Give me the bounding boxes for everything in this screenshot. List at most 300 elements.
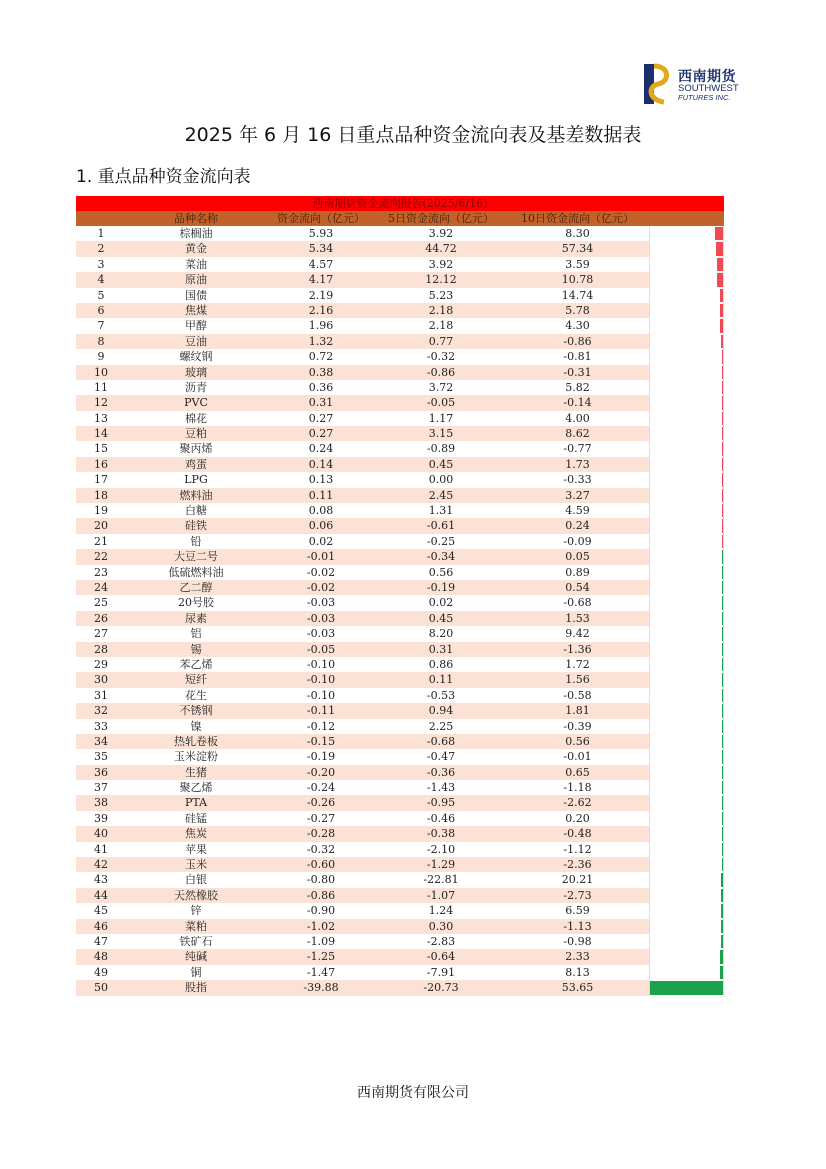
row-index: 14 (94, 427, 108, 441)
row-index: 8 (97, 334, 105, 348)
row-flow-bar-cell (649, 241, 724, 256)
row-flow-5d: -0.89 (426, 442, 456, 456)
row-name: 大豆二号 (174, 550, 218, 564)
row-flow-bar-cell (649, 795, 724, 810)
row-flow-bar-cell (649, 719, 724, 734)
row-index: 19 (94, 504, 108, 518)
page-title: 2025 年 6 月 16 日重点品种资金流向表及基差数据表 (184, 124, 642, 146)
row-flow-bar-cell (649, 565, 724, 580)
flow-bar (717, 258, 723, 271)
flow-bar (720, 304, 723, 317)
row-name: 花生 (185, 688, 207, 702)
row-flow-5d: 0.86 (428, 657, 454, 671)
row-flow-bar-cell (649, 549, 724, 564)
row-name: 国债 (185, 288, 207, 302)
row-index: 41 (94, 842, 108, 856)
table-row (76, 441, 724, 456)
row-flow-bar-cell (649, 472, 724, 487)
flow-bar (717, 273, 723, 286)
row-flow: -0.01 (306, 550, 336, 564)
footer-company: 西南期货有限公司 (357, 1085, 469, 1101)
row-flow-5d: 0.45 (428, 611, 454, 625)
table-row (76, 580, 724, 595)
row-flow-10d: -0.98 (563, 934, 592, 948)
row-flow-5d: -0.95 (426, 796, 456, 810)
row-flow: 1.96 (308, 319, 334, 333)
row-index: 30 (94, 673, 108, 687)
row-flow-5d: -1.43 (426, 781, 456, 795)
row-index: 9 (97, 350, 105, 364)
row-name: 尿素 (185, 611, 207, 625)
row-name: 甲醇 (185, 319, 207, 333)
row-flow-bar-cell (649, 672, 724, 687)
row-flow-10d: 0.54 (565, 580, 590, 594)
flow-bar (722, 843, 724, 856)
row-flow: -0.02 (306, 580, 336, 594)
flow-bar (722, 504, 724, 517)
table-row (76, 318, 724, 333)
row-flow-10d: 5.82 (565, 380, 590, 394)
row-flow-bar-cell (649, 503, 724, 518)
row-index: 32 (94, 704, 108, 718)
row-index: 29 (94, 657, 108, 671)
row-index: 42 (94, 858, 108, 872)
header-bar (649, 211, 724, 226)
row-name: 黄金 (185, 242, 207, 256)
row-index: 6 (97, 303, 105, 317)
row-flow-5d: 8.20 (428, 627, 454, 641)
flow-bar (720, 966, 723, 979)
row-flow-bar-cell (649, 657, 724, 672)
table-row (76, 549, 724, 564)
row-flow-5d: 44.72 (425, 242, 457, 256)
flow-bar (722, 550, 724, 563)
row-index: 26 (94, 611, 108, 625)
row-flow: 0.38 (308, 365, 334, 379)
row-flow: -0.86 (306, 888, 336, 902)
row-flow: 5.93 (308, 227, 334, 240)
row-flow-5d: -0.53 (426, 688, 456, 702)
flow-bar (722, 750, 724, 763)
row-name: 低硫燃料油 (168, 565, 224, 579)
row-name: 白银 (185, 873, 207, 887)
header-flow-10d: 10日资金流向（亿元） (521, 212, 634, 225)
header-index (76, 211, 126, 226)
flow-bar (721, 889, 723, 902)
row-flow-10d: -0.81 (563, 350, 592, 364)
row-flow-5d: 0.77 (428, 334, 454, 348)
row-flow: 2.16 (308, 303, 334, 317)
row-index: 25 (94, 596, 108, 610)
table-caption: 西南期货资金流向报告(2025/6/16) (76, 196, 724, 211)
table-row (76, 226, 724, 241)
table-row (76, 472, 724, 487)
row-flow-5d: 2.45 (428, 488, 454, 502)
row-flow-10d: -1.36 (563, 642, 592, 656)
table-row (76, 303, 724, 318)
row-name: 镍 (190, 719, 202, 733)
row-name: 硅锰 (185, 811, 207, 825)
row-flow: -0.10 (306, 688, 336, 702)
row-flow: -0.10 (306, 673, 336, 687)
row-flow-5d: -2.10 (426, 842, 456, 856)
table-row (76, 518, 724, 533)
flow-bar (722, 381, 724, 394)
row-name: 纯碱 (185, 950, 207, 964)
row-index: 7 (97, 319, 105, 333)
flow-bar (722, 627, 724, 640)
row-index: 2 (97, 242, 105, 256)
row-name: 燃料油 (179, 488, 213, 502)
row-flow-5d: -22.81 (423, 873, 459, 887)
row-index: 11 (94, 380, 108, 394)
flow-bar (722, 796, 724, 809)
row-flow-bar-cell (649, 272, 724, 287)
row-flow: -0.11 (306, 704, 336, 718)
row-name: 热轧卷板 (174, 734, 218, 748)
row-name: 沥青 (185, 380, 207, 394)
flow-bar (721, 935, 723, 948)
row-flow-10d: 2.33 (565, 950, 590, 964)
row-flow-10d: 0.05 (565, 550, 590, 564)
row-flow-bar-cell (649, 518, 724, 533)
row-flow: 0.02 (308, 534, 334, 548)
row-name: 苹果 (185, 842, 207, 856)
row-flow-bar-cell (649, 903, 724, 918)
row-flow-5d: 0.30 (428, 919, 454, 933)
row-flow-5d: 3.72 (428, 380, 454, 394)
row-index: 5 (97, 288, 105, 302)
flow-bar (722, 812, 724, 825)
row-name: 棕榈油 (179, 227, 213, 240)
row-index: 46 (94, 919, 108, 933)
row-name: 聚乙烯 (179, 781, 213, 795)
table-row (76, 903, 724, 918)
row-flow-10d: -2.73 (563, 888, 592, 902)
flow-bar (722, 473, 724, 486)
row-index: 22 (94, 550, 108, 564)
row-name: 玉米淀粉 (174, 750, 218, 764)
row-index: 31 (94, 688, 108, 702)
row-name: 焦煤 (185, 303, 207, 317)
row-flow-bar-cell (649, 365, 724, 380)
row-flow: -0.03 (306, 611, 336, 625)
flow-bar (722, 519, 724, 532)
row-flow-5d: -0.61 (426, 519, 456, 533)
row-flow-10d: 8.30 (565, 227, 590, 240)
row-index: 15 (94, 442, 108, 456)
row-name: 棉花 (185, 411, 207, 425)
row-flow-5d: 3.92 (428, 257, 454, 271)
row-flow-5d: 0.11 (428, 673, 454, 687)
row-index: 1 (97, 227, 105, 240)
row-flow-5d: 2.25 (428, 719, 454, 733)
flow-bar (721, 873, 723, 886)
row-flow-10d: 4.30 (565, 319, 590, 333)
table-row (76, 626, 724, 641)
table-row (76, 688, 724, 703)
row-flow-5d: -0.36 (426, 765, 456, 779)
row-flow-10d: 3.27 (565, 488, 590, 502)
table-row (76, 411, 724, 426)
table-row (76, 965, 724, 980)
row-flow: -0.32 (306, 842, 336, 856)
row-flow-5d: 1.24 (428, 904, 454, 918)
row-name: 铜 (190, 965, 202, 979)
row-flow: 0.36 (308, 380, 334, 394)
table-row (76, 857, 724, 872)
row-name: 乙二醇 (179, 580, 213, 594)
row-flow-bar-cell (649, 257, 724, 272)
row-name: 聚丙烯 (179, 442, 213, 456)
row-flow-10d: 0.89 (565, 565, 590, 579)
row-flow: -0.28 (306, 827, 336, 841)
row-flow: -0.90 (306, 904, 336, 918)
row-index: 17 (94, 473, 108, 487)
row-flow: 0.14 (308, 457, 334, 471)
row-flow: 0.27 (308, 427, 334, 441)
row-flow-5d: -20.73 (423, 981, 459, 995)
row-flow-5d: 0.94 (428, 704, 454, 718)
flow-bar (722, 596, 724, 609)
row-flow: 0.13 (308, 473, 334, 487)
row-flow: 0.31 (308, 396, 334, 410)
row-name: 锌 (190, 904, 202, 918)
row-flow-10d: -1.18 (563, 781, 592, 795)
row-flow-10d: 9.42 (565, 627, 590, 641)
row-flow: -1.25 (306, 950, 336, 964)
row-flow-bar-cell (649, 318, 724, 333)
logo-mark-icon (640, 62, 674, 106)
row-name: 菜粕 (185, 919, 207, 933)
row-flow-bar-cell (649, 380, 724, 395)
flow-bar (722, 581, 724, 594)
row-name: 焦炭 (185, 827, 207, 841)
table-row (76, 919, 724, 934)
flow-bar (722, 489, 724, 502)
row-index: 45 (94, 904, 108, 918)
logo-en-name: SOUTHWEST (678, 83, 739, 94)
row-flow: -0.12 (306, 719, 336, 733)
table-row (76, 595, 724, 610)
row-flow: -0.27 (306, 811, 336, 825)
row-index: 49 (94, 965, 108, 979)
row-flow-bar-cell (649, 811, 724, 826)
table-row (76, 888, 724, 903)
flow-bar (720, 289, 723, 302)
row-flow-10d: 1.73 (565, 457, 590, 471)
row-flow-10d: 57.34 (561, 242, 594, 256)
row-flow-10d: 3.59 (565, 257, 590, 271)
row-flow-bar-cell (649, 395, 724, 410)
row-name: 锡 (190, 642, 202, 656)
row-flow-10d: -0.39 (563, 719, 592, 733)
flow-bar (715, 227, 723, 240)
row-flow-10d: 1.72 (565, 657, 590, 671)
table-row (76, 241, 724, 256)
table-row (76, 980, 724, 995)
row-flow-bar-cell (649, 872, 724, 887)
table-row (76, 765, 724, 780)
row-name: 生猪 (185, 765, 207, 779)
row-flow-5d: 3.15 (428, 427, 454, 441)
table-row (76, 272, 724, 287)
row-name: 玉米 (185, 858, 207, 872)
flow-bar (720, 319, 723, 332)
row-flow-bar-cell (649, 965, 724, 980)
row-name: 玻璃 (185, 365, 207, 379)
row-flow: -1.09 (306, 934, 336, 948)
row-flow-10d: 53.65 (561, 981, 594, 995)
row-flow-bar-cell (649, 411, 724, 426)
row-flow-10d: 0.20 (565, 811, 590, 825)
table-row (76, 826, 724, 841)
row-flow: -0.24 (306, 781, 336, 795)
table-row (76, 734, 724, 749)
row-name: 螺纹钢 (179, 350, 213, 364)
row-flow-bar-cell (649, 842, 724, 857)
row-flow-bar-cell (649, 826, 724, 841)
row-flow-10d: -0.68 (563, 596, 592, 610)
table-row (76, 380, 724, 395)
row-flow-5d: 0.02 (428, 596, 454, 610)
row-flow-5d: -0.64 (426, 950, 456, 964)
row-name: 原油 (185, 273, 207, 287)
flow-bar (722, 766, 724, 779)
fund-flow-table (76, 196, 724, 996)
row-flow-5d: -0.05 (426, 396, 456, 410)
row-index: 16 (94, 457, 108, 471)
row-name: 铁矿石 (179, 934, 213, 948)
table-row (76, 611, 724, 626)
row-flow-5d: 0.00 (428, 473, 454, 487)
row-name: 白糖 (185, 504, 207, 518)
row-name: 硅铁 (185, 519, 207, 533)
row-flow: 2.19 (308, 288, 334, 302)
row-flow-5d: 0.56 (428, 565, 454, 579)
row-flow-10d: -0.86 (563, 334, 592, 348)
row-index: 40 (94, 827, 108, 841)
flow-bar (722, 858, 724, 871)
row-index: 13 (94, 411, 108, 425)
row-flow-10d: 8.13 (565, 965, 590, 979)
table-row (76, 642, 724, 657)
row-name: 豆粕 (185, 427, 207, 441)
row-flow-bar-cell (649, 703, 724, 718)
row-flow: -1.02 (306, 919, 336, 933)
row-flow-bar-cell (649, 595, 724, 610)
row-index: 48 (94, 950, 108, 964)
row-flow-10d: 0.56 (565, 734, 590, 748)
row-name: 不锈钢 (179, 704, 213, 718)
row-flow-5d: -0.47 (426, 750, 456, 764)
flow-bar (722, 366, 724, 379)
row-index: 35 (94, 750, 108, 764)
row-index: 27 (94, 627, 108, 641)
row-name: 短纤 (185, 673, 207, 687)
flow-bar (722, 827, 724, 840)
table-row (76, 503, 724, 518)
flow-bar (722, 735, 724, 748)
row-index: 3 (97, 257, 105, 271)
flow-bar (722, 704, 724, 717)
flow-bar (722, 535, 724, 548)
row-flow: 0.11 (308, 488, 334, 502)
row-name: 铅 (190, 534, 202, 548)
row-flow: -0.80 (306, 873, 336, 887)
row-flow-bar-cell (649, 888, 724, 903)
row-flow-bar-cell (649, 919, 724, 934)
row-flow-10d: 1.81 (565, 704, 590, 718)
row-name: 苯乙烯 (179, 657, 213, 671)
table-row (76, 257, 724, 272)
company-logo (640, 62, 760, 106)
flow-bar (722, 658, 724, 671)
section-heading: 1. 重点品种资金流向表 (76, 167, 251, 187)
row-flow-10d: -0.14 (563, 396, 592, 410)
table-row (76, 457, 724, 472)
row-index: 37 (94, 781, 108, 795)
row-flow-10d: 1.53 (565, 611, 590, 625)
table-row (76, 872, 724, 887)
row-flow: -0.10 (306, 657, 336, 671)
table-row (76, 534, 724, 549)
row-index: 24 (94, 580, 108, 594)
row-flow-5d: -0.34 (426, 550, 456, 564)
row-name: 铝 (190, 627, 202, 641)
row-index: 4 (97, 273, 105, 287)
row-flow: 0.72 (308, 350, 334, 364)
row-index: 38 (94, 796, 108, 810)
row-name: 豆油 (185, 334, 207, 348)
flow-bar (722, 673, 724, 686)
row-flow-10d: 8.62 (565, 427, 590, 441)
table-header-row (76, 211, 724, 226)
row-flow-5d: 1.17 (428, 411, 454, 425)
row-flow-5d: -0.32 (426, 350, 456, 364)
row-flow: 4.17 (308, 273, 334, 287)
row-flow-bar-cell (649, 580, 724, 595)
row-flow-bar-cell (649, 226, 724, 241)
row-flow-bar-cell (649, 949, 724, 964)
row-flow-bar-cell (649, 734, 724, 749)
row-flow-10d: -2.36 (563, 858, 592, 872)
flow-bar (722, 412, 724, 425)
table-row (76, 795, 724, 810)
table-row (76, 565, 724, 580)
row-flow-5d: -7.91 (426, 965, 456, 979)
flow-bar (722, 643, 724, 656)
flow-bar (722, 781, 724, 794)
row-flow-bar-cell (649, 457, 724, 472)
table-row (76, 934, 724, 949)
table-body (76, 226, 724, 996)
row-flow-10d: 4.00 (565, 411, 590, 425)
row-flow-5d: -2.83 (426, 934, 456, 948)
row-flow-10d: 10.78 (561, 273, 594, 287)
row-flow-5d: -0.86 (426, 365, 456, 379)
row-flow-10d: -0.58 (563, 688, 592, 702)
row-flow-bar-cell (649, 349, 724, 364)
row-flow: 0.27 (308, 411, 334, 425)
row-flow: -0.05 (306, 642, 336, 656)
flow-bar (722, 720, 724, 733)
row-flow-10d: -0.33 (563, 473, 592, 487)
table-row (76, 780, 724, 795)
row-flow-5d: -0.46 (426, 811, 456, 825)
header-name: 品种名称 (174, 212, 218, 225)
row-flow-10d: -0.31 (563, 365, 592, 379)
